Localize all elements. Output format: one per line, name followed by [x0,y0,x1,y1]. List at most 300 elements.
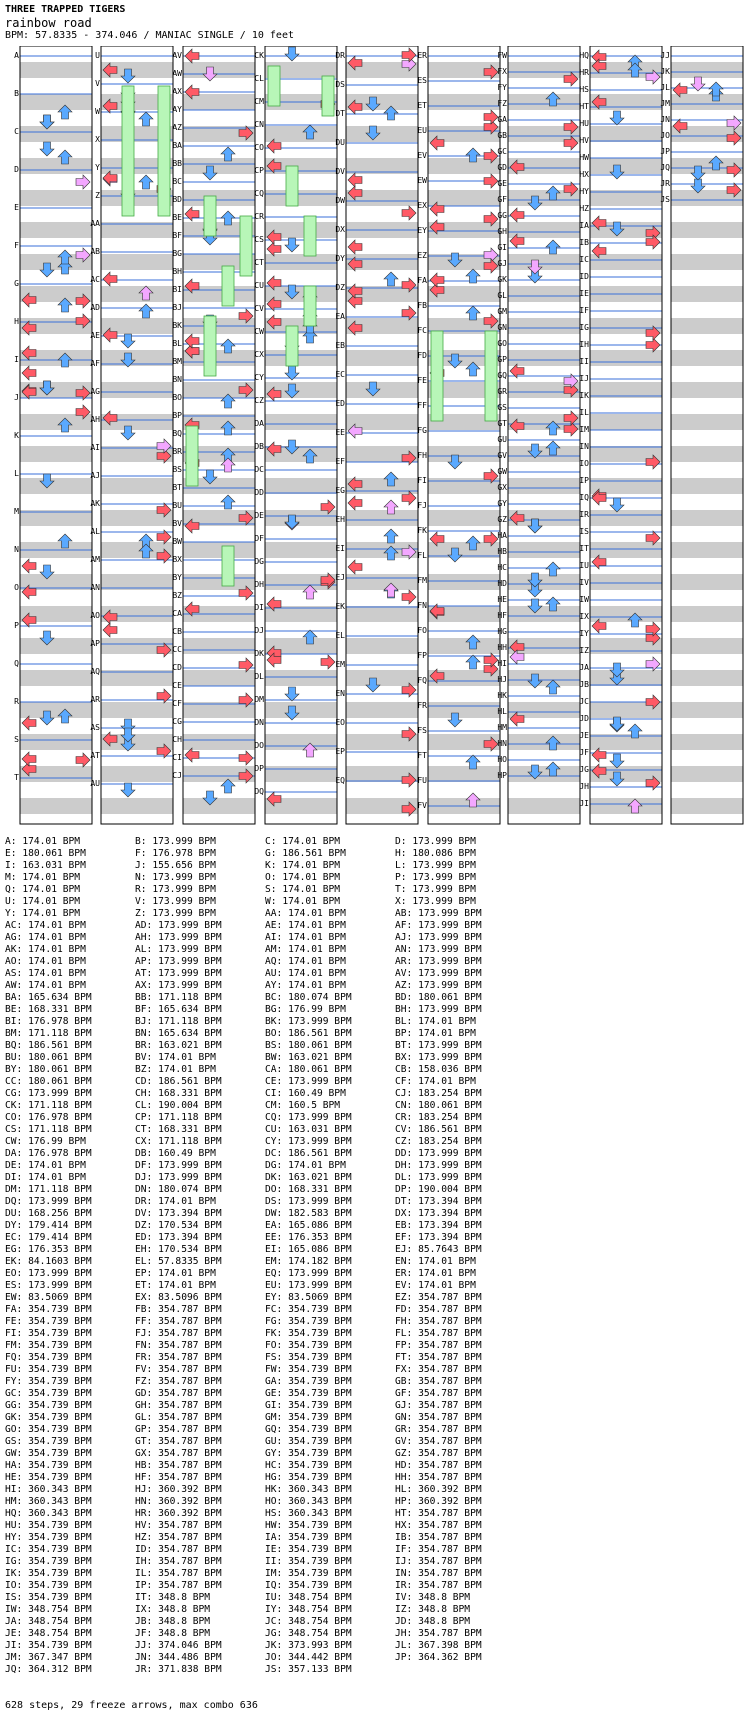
bpm-entry: Z: 173.999 BPM [135,908,216,919]
beat-stripe [671,574,743,590]
measure-label: P [14,621,19,630]
bpm-entry: BB: 171.118 BPM [135,992,222,1003]
measure-label: JJ [660,51,670,60]
measure-label: A [14,51,19,60]
beat-stripe [265,126,337,142]
measure-label: CJ [172,771,182,780]
beat-stripe [671,670,743,686]
bpm-entry: FZ: 354.787 BPM [135,1376,222,1387]
bpm-entry: ED: 173.394 BPM [135,1232,222,1243]
measure-label: CY [254,373,264,382]
measure-label: JG [579,765,589,774]
bpm-entry: HP: 360.392 BPM [395,1496,482,1507]
right-arrow-icon [239,658,253,672]
beat-stripe [101,382,173,398]
song-title: THREE TRAPPED TIGERS [5,4,126,15]
bpm-entry: IV: 348.8 BPM [395,1592,471,1603]
measure-label: FB [417,301,427,310]
measure-label: EI [335,544,345,553]
bpm-entry: EP: 174.01 BPM [135,1268,216,1279]
measure-label: CV [254,304,264,313]
measure-label: CU [254,281,264,290]
beat-stripe [101,702,173,718]
bpm-entry: DV: 173.394 BPM [135,1208,222,1219]
bpm-entry: JH: 354.787 BPM [395,1628,482,1639]
beat-stripe [508,94,580,110]
bpm-entry: FX: 354.787 BPM [395,1364,482,1375]
beat-stripe [101,286,173,302]
up-arrow-icon [466,306,480,320]
bpm-entry: BU: 180.061 BPM [5,1052,92,1063]
bpm-entry: DQ: 173.999 BPM [5,1196,92,1207]
bpm-entry: CM: 160.5 BPM [265,1100,341,1111]
measure-label: V [95,79,100,88]
left-arrow-icon [22,559,36,573]
measure-label: I [14,355,19,364]
down-arrow-icon [285,47,299,61]
measure-label: GG [497,211,507,220]
bpm-entry: IW: 348.754 BPM [5,1604,92,1615]
bpm-entry: BE: 168.331 BPM [5,1004,92,1015]
measure-label: JP [660,147,670,156]
measure-label: JL [660,83,670,92]
measure-label: BI [172,285,182,294]
bpm-entry: FO: 354.739 BPM [265,1340,352,1351]
measure-label: T [14,773,19,782]
freeze-arrow [204,316,216,376]
bpm-entry: JE: 348.754 BPM [5,1628,92,1639]
measure-label: JM [660,99,670,108]
measure-label: AF [90,359,100,368]
beat-stripe [671,222,743,238]
beat-stripe [20,62,92,78]
measure-label: CL [254,74,264,83]
beat-stripe [346,638,418,654]
measure-label: HA [497,531,507,540]
bpm-entry: ER: 174.01 BPM [395,1268,476,1279]
bpm-entry: DG: 174.01 BPM [265,1160,346,1171]
measure-label: JN [660,115,670,124]
bpm-entry: BS: 180.061 BPM [265,1040,352,1051]
bpm-entry: EJ: 85.7643 BPM [395,1244,482,1255]
bpm-entry: FG: 354.739 BPM [265,1316,352,1327]
bpm-entry: R: 173.999 BPM [135,884,216,895]
bpm-entry: BI: 176.978 BPM [5,1016,92,1027]
bpm-entry: GX: 354.787 BPM [135,1448,222,1459]
measure-label: CM [254,97,264,106]
measure-label: G [14,279,19,288]
measure-label: BF [172,231,182,240]
bpm-entry: ID: 354.787 BPM [135,1544,222,1555]
measure-label: AI [90,443,100,452]
measure-label: CA [172,609,182,618]
bpm-entry: BK: 173.999 BPM [265,1016,352,1027]
beat-stripe [508,670,580,686]
beat-stripe [183,670,255,686]
measure-label: FJ [417,501,427,510]
measure-label: GC [497,147,507,156]
bpm-entry: GT: 354.787 BPM [135,1436,222,1447]
measure-label: ES [417,76,427,85]
bpm-entry: FQ: 354.739 BPM [5,1352,92,1363]
measure-label: EJ [335,573,345,582]
bpm-entry: CP: 171.118 BPM [135,1112,222,1123]
beat-stripe [590,126,662,142]
measure-label: W [95,107,100,116]
bpm-entry: BL: 174.01 BPM [395,1016,476,1027]
measure-label: GO [497,339,507,348]
beat-stripe [265,350,337,366]
bpm-entry: DP: 190.004 BPM [395,1184,482,1195]
beat-stripe [428,94,500,110]
bpm-entry: BH: 173.999 BPM [395,1004,482,1015]
bpm-entry: IQ: 354.739 BPM [265,1580,352,1591]
beat-stripe [590,254,662,270]
beat-stripe [183,62,255,78]
left-arrow-icon [185,748,199,762]
beat-stripe [346,574,418,590]
bpm-entry: GI: 354.739 BPM [265,1400,352,1411]
measure-label: EC [335,370,345,379]
bpm-entry: AO: 174.01 BPM [5,956,86,967]
bpm-entry: AL: 173.999 BPM [135,944,222,955]
bpm-entry: DZ: 170.534 BPM [135,1220,222,1231]
measure-label: FY [497,83,507,92]
measure-label: GT [497,419,507,428]
beat-stripe [428,478,500,494]
beat-stripe [590,510,662,526]
measure-label: HX [579,170,589,179]
measure-label: BW [172,537,182,546]
measure-label: FZ [497,99,507,108]
bpm-entry: HH: 354.787 BPM [395,1472,482,1483]
measure-label: FQ [417,676,427,685]
measure-label: BR [172,447,182,456]
bpm-entry: BA: 165.634 BPM [5,992,92,1003]
bpm-entry: FS: 354.739 BPM [265,1352,352,1363]
beat-stripe [265,190,337,206]
measure-label: EP [335,747,345,756]
bpm-entry: CN: 180.061 BPM [395,1100,482,1111]
measure-label: FF [417,401,427,410]
bpm-entry: AT: 173.999 BPM [135,968,222,979]
beat-stripe [346,606,418,622]
beat-stripe [671,382,743,398]
measure-label: BC [172,177,182,186]
left-arrow-icon [22,716,36,730]
beat-stripe [671,62,743,78]
measure-label: BA [172,141,182,150]
measure-label: J [14,393,19,402]
measure-label: EB [335,341,345,350]
beat-stripe [508,798,580,814]
measure-label: DU [335,138,345,147]
bpm-entry: CX: 171.118 BPM [135,1136,222,1147]
bpm-entry: GQ: 354.739 BPM [265,1424,352,1435]
measure-label: DA [254,419,264,428]
measure-label: EE [335,428,345,437]
measure-label: DZ [335,283,345,292]
bpm-entry: IZ: 348.8 BPM [395,1604,471,1615]
bpm-entry: AM: 174.01 BPM [265,944,346,955]
bpm-entry: IX: 348.8 BPM [135,1604,211,1615]
measure-label: HL [497,707,507,716]
beat-stripe [20,638,92,654]
bpm-entry: BY: 180.061 BPM [5,1064,92,1075]
bpm-entry: BC: 180.074 BPM [265,992,352,1003]
beat-stripe [20,94,92,110]
left-arrow-icon [22,366,36,380]
measure-label: FK [417,526,427,535]
beat-stripe [428,574,500,590]
measure-label: DY [335,254,345,263]
measure-label: AQ [90,667,100,676]
measure-label: U [95,51,100,60]
bpm-entry: ES: 173.999 BPM [5,1280,92,1291]
bpm-entry: FD: 354.787 BPM [395,1304,482,1315]
bpm-entry: DH: 173.999 BPM [395,1160,482,1171]
measure-label: FC [417,326,427,335]
beat-stripe [20,702,92,718]
bpm-entry: HI: 360.343 BPM [5,1484,92,1495]
measure-label: IF [579,306,589,315]
beat-stripe [671,414,743,430]
bpm-entry: BN: 165.634 BPM [135,1028,222,1039]
bpm-entry: IS: 354.739 BPM [5,1592,92,1603]
measure-label: HF [497,611,507,620]
bpm-entry: IT: 348.8 BPM [135,1592,211,1603]
bpm-entry: GF: 354.787 BPM [395,1388,482,1399]
measure-label: FW [497,51,507,60]
chart-column [660,46,743,824]
measure-label: EN [335,689,345,698]
beat-stripe [265,254,337,270]
right-arrow-icon [402,590,416,604]
measure-label: DH [254,580,264,589]
measure-label: CC [172,645,182,654]
beat-stripe [346,126,418,142]
measure-label: CR [254,212,264,221]
beat-stripe [508,222,580,238]
measure-label: GP [497,355,507,364]
bpm-entry: GV: 354.787 BPM [395,1436,482,1447]
left-arrow-icon [348,496,362,510]
bpm-entry: AF: 173.999 BPM [395,920,482,931]
measure-label: FX [497,67,507,76]
measure-label: BB [172,159,182,168]
up-arrow-icon [466,655,480,669]
right-arrow-icon [402,48,416,62]
beat-stripe [590,670,662,686]
bpm-entry: BW: 163.021 BPM [265,1052,352,1063]
bpm-entry: GG: 354.739 BPM [5,1400,92,1411]
freeze-arrow [304,216,316,256]
measure-label: AS [90,723,100,732]
beat-stripe [265,414,337,430]
bpm-entry: IF: 354.787 BPM [395,1544,482,1555]
bpm-entry: AX: 173.999 BPM [135,980,222,991]
measure-label: IN [579,442,589,451]
measure-label: IA [579,221,589,230]
bpm-entry: EA: 165.086 BPM [265,1220,352,1231]
measure-label: CX [254,350,264,359]
beat-stripe [183,94,255,110]
freeze-arrow [431,331,443,421]
left-arrow-icon [348,173,362,187]
bpm-entry: IG: 354.739 BPM [5,1556,92,1567]
bpm-entry: FY: 354.739 BPM [5,1376,92,1387]
measure-label: AD [90,303,100,312]
measure-label: CQ [254,189,264,198]
bpm-entry: AS: 174.01 BPM [5,968,86,979]
measure-label: EL [335,631,345,640]
chart-column [417,46,500,824]
left-arrow-icon [103,623,117,637]
bpm-entry: O: 174.01 BPM [265,872,341,883]
bpm-entry: HQ: 360.343 BPM [5,1508,92,1519]
bpm-entry: IE: 354.739 BPM [265,1544,352,1555]
bpm-entry: CZ: 183.254 BPM [395,1136,482,1147]
beat-stripe [508,286,580,302]
bpm-entry: GD: 354.787 BPM [135,1388,222,1399]
bpm-entry: F: 176.978 BPM [135,848,216,859]
bpm-entry: DS: 173.999 BPM [265,1196,352,1207]
bpm-entry: AP: 173.999 BPM [135,956,222,967]
measure-label: IK [579,391,589,400]
beat-stripe [508,574,580,590]
bpm-entry: EB: 173.394 BPM [395,1220,482,1231]
measure-label: BL [172,339,182,348]
measure-label: CH [172,735,182,744]
measure-label: DI [254,603,264,612]
bpm-entry: N: 173.999 BPM [135,872,216,883]
measure-label: IE [579,289,589,298]
measure-label: BN [172,375,182,384]
measure-label: GE [497,179,507,188]
bpm-entry: DL: 173.999 BPM [395,1172,482,1183]
bpm-entry: DR: 174.01 BPM [135,1196,216,1207]
left-arrow-icon [22,752,36,766]
beat-stripe [671,702,743,718]
bpm-entry: AK: 174.01 BPM [5,944,86,955]
bpm-entry: HZ: 354.787 BPM [135,1532,222,1543]
bpm-entry: I: 163.031 BPM [5,860,86,871]
beat-stripe [20,734,92,750]
beat-stripe [508,446,580,462]
bpm-entry: DE: 174.01 BPM [5,1160,86,1171]
measure-label: GB [497,131,507,140]
measure-label: Z [95,191,100,200]
bpm-entry: JN: 344.486 BPM [135,1652,222,1663]
measure-label: HV [579,136,589,145]
measure-label: AW [172,69,182,78]
measure-label: GS [497,403,507,412]
bpm-entry: IB: 354.787 BPM [395,1532,482,1543]
bpm-entry: IH: 354.787 BPM [135,1556,222,1567]
beat-stripe [346,702,418,718]
bpm-entry: AN: 173.999 BPM [395,944,482,955]
down-arrow-icon [40,142,54,156]
measure-label: GU [497,435,507,444]
beat-stripe [671,766,743,782]
chart-summary: 628 steps, 29 freeze arrows, max combo 636 [5,1700,258,1711]
beat-stripe [508,542,580,558]
bpm-entry: AH: 173.999 BPM [135,932,222,943]
measure-label: AG [90,387,100,396]
bpm-entry: EQ: 173.999 BPM [265,1268,352,1279]
measure-label: HE [497,595,507,604]
bpm-entry: HY: 354.739 BPM [5,1532,92,1543]
bpm-entry: AZ: 173.999 BPM [395,980,482,991]
measure-label: BM [172,357,182,366]
beat-stripe [183,158,255,174]
bpm-entry: IN: 354.787 BPM [395,1568,482,1579]
measure-label: BQ [172,429,182,438]
measure-label: EF [335,457,345,466]
measure-label: GM [497,307,507,316]
beat-stripe [590,350,662,366]
measure-label: HY [579,187,589,196]
up-arrow-icon [139,112,153,126]
beat-stripe [20,798,92,814]
bpm-entry: HD: 354.787 BPM [395,1460,482,1471]
measure-label: IH [579,340,589,349]
measure-label: JO [660,131,670,140]
bpm-entry: HB: 354.787 BPM [135,1460,222,1471]
measure-label: D [14,165,19,174]
measure-label: EV [417,151,427,160]
bpm-entry: HN: 360.392 BPM [135,1496,222,1507]
bpm-entry: BQ: 186.561 BPM [5,1040,92,1051]
bpm-entry: GW: 354.739 BPM [5,1448,92,1459]
measure-label: DT [335,109,345,118]
measure-label: BV [172,519,182,528]
measure-label: GV [497,451,507,460]
bpm-entry: HS: 360.343 BPM [265,1508,352,1519]
chart-column [14,46,92,824]
measure-label: CT [254,258,264,267]
bpm-entry: HG: 354.739 BPM [265,1472,352,1483]
chart-column [90,46,173,824]
beat-stripe [590,798,662,814]
measure-label: FV [417,801,427,810]
measure-label: C [14,127,19,136]
measure-label: DR [335,51,345,60]
bpm-entry: A: 174.01 BPM [5,836,81,847]
down-arrow-icon [691,77,705,91]
bpm-entry: AJ: 173.999 BPM [395,932,482,943]
measure-label: AZ [172,123,182,132]
measure-label: FU [417,776,427,785]
chart-column [335,46,418,824]
measure-label: DK [254,649,264,658]
beat-stripe [508,318,580,334]
bpm-entry: IL: 354.787 BPM [135,1568,222,1579]
bpm-entry: DD: 173.999 BPM [395,1148,482,1159]
beat-stripe [428,446,500,462]
bpm-entry: CK: 171.118 BPM [5,1100,92,1111]
measure-label: DS [335,80,345,89]
beat-stripe [346,670,418,686]
beat-stripe [671,254,743,270]
bpm-entry: EI: 165.086 BPM [265,1244,352,1255]
bpm-entry: AE: 174.01 BPM [265,920,346,931]
measure-label: AK [90,499,100,508]
bpm-entry: HC: 354.739 BPM [265,1460,352,1471]
measure-label: GK [497,275,507,284]
measure-label: BD [172,195,182,204]
measure-label: GX [497,483,507,492]
